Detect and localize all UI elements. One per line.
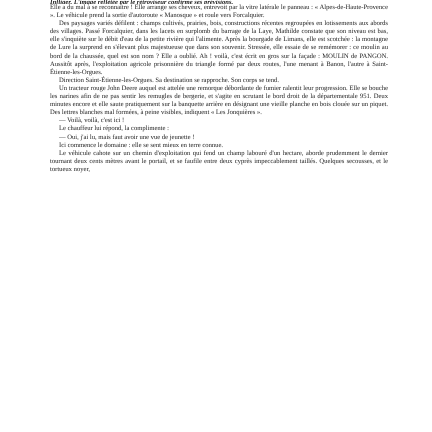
dialogue-line: — Voilà, voilà, c'est ici ! [59,117,125,125]
dialogue-line: — Oui, j'ai lu, mais faut avoir une vue de jeunette ! [59,133,195,141]
paragraph: Elle a du mal à se reconnaître ! Elle arrange ses cheveux, entrevoit par la vitre latérale le panneau : « Alpes-de-Haute-Provence ». Le véhicule prend la sortie d'autoroute « Manosque » et roule vers Forcalquier. [50,4,388,20]
text-column [50,0,388,174]
running-caption: Infliger. L'image reflétée par le rétroviseur confirme ses prévisions. [50,0,234,4]
dialogue-line: Le chauffeur lui répond, la complimente : [59,125,169,133]
paragraph: Direction Saint-Étienne-les-Orgues. Sa destination se rapproche. Son corps se tend. [59,76,279,84]
paragraph: Des paysages variés défilent : champs cultivés, prairies, bois, constructions récentes regroupées en lotissements aux abords des villages. Passé Forcalquier, dans les lacets en surplomb du barrage de la Laye, Mathilde constate que son niveau est bas, elle s'inquiète sur le débit d'eau de la petite rivière qui l'alimente. Après la bourgade de Limans, elle est scotchée : la montagne de Lure la surprend en s'élevant plus majestueuse que dans son souvenir. Stressée, elle essaie de se remémorer : ce moulin au bord de la chaussée, quel est son nom ? Elle a oublié. Ah ! voilà, c'est écrit en gros sur la façade : MOULIN de PANGON. Aussitôt après, l'exploitation agricole prisonnière du triangle formé par deux routes, l'une menant à Banon, l'autre à Saint-Étienne-les-Orgues. [50,20,388,76]
paragraph: Ici commence le domaine : elle se sent mieux en terre connue. [59,141,224,149]
paragraph: Le véhicule cahote sur un chemin d'exploitation qui fend un champ labouré d'un hectare, aborde prudemment le dernier tournant deux cents mètres avant le portail, et se faufile entre deux cyprès impeccablement taillés. Quelques secousses, et le tortueux noyer, [50,149,388,173]
paragraph: Un tracteur rouge John Deere auquel est attelée une remorque débordante de fumier ralentit leur progression. Elle se bouche les narines afin de ne pas sentir les remugles de bergerie, et s'agite en scrutant le bord droit de la départementale 951. Deux minutes encore et elle saute pratiquement sur la banquette arrière en désignant une vieille planche en bois clouée sur un piquet. Des lettres blanches mal formées, à peine visibles, indiquent « Les Jonquières ». [50,84,388,117]
